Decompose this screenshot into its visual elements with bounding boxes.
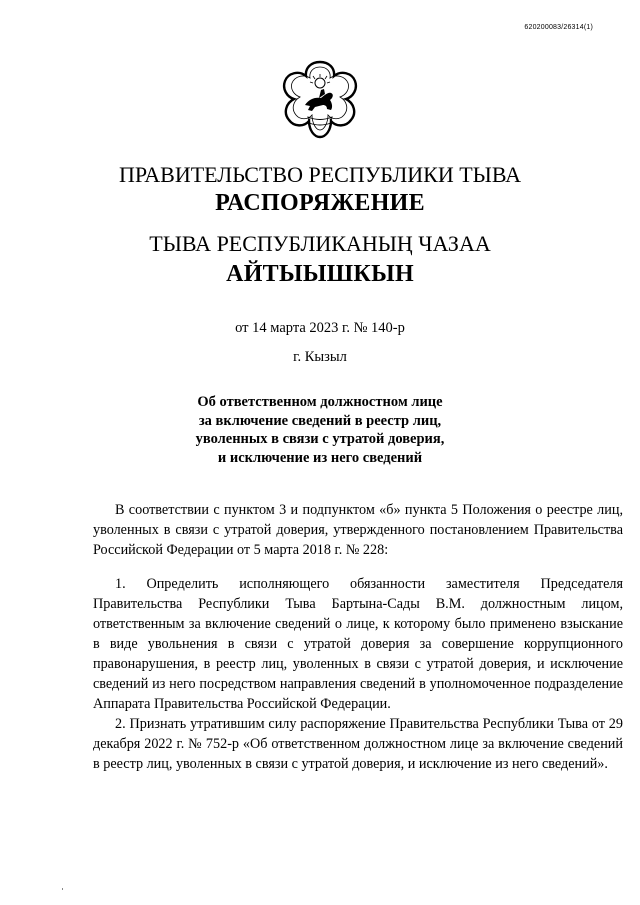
- scan-mark: [62, 888, 63, 890]
- preamble-paragraph: В соответствии с пунктом 3 и подпунктом «б» пункта 5 Положения о реестре лиц, уволенных в связи с утратой доверия, утвержденного постановлением Правительства Российской Федерации от 5 марта 2018 г. № 228:: [93, 502, 623, 558]
- document-date-number: от 14 марта 2023 г. № 140-р: [235, 320, 405, 336]
- title-line: Об ответственном должностном лице: [197, 394, 443, 410]
- title-line: и исключение из него сведений: [217, 449, 423, 466]
- org-name-ru: ПРАВИТЕЛЬСТВО РЕСПУБЛИКИ ТЫВА: [118, 162, 522, 187]
- title-line: уволенных в связи с утратой доверия,: [195, 431, 445, 447]
- document-type-tyv: АЙТЫЫШКЫН: [226, 261, 414, 287]
- title-line: за включение сведений в реестр лиц,: [198, 412, 442, 429]
- tuva-coat-of-arms-icon: [279, 59, 361, 141]
- clause-2-paragraph: 2. Признать утратившим силу распоряжение Правительства Республики Тыва от 29 декабря 2022 г. № 752-р «Об ответственном должностном лице за включение сведений в реестр лиц, уволенных в связи с утратой доверия, и исключение из него сведений».: [93, 716, 623, 772]
- document-city: г. Кызыл: [293, 349, 347, 365]
- clause-1-paragraph: 1. Определить исполняющего обязанности заместителя Председателя Правительства Республики Тыва Бартына-Сады В.М. должностным лицом, ответственным за включение сведений о лице, к которому было применено взыскание в виде увольнения в связи с утратой доверия за совершение коррупционного правонарушения, в реестр лиц, уволенных в связи с утратой доверия, и исключение сведений из него посредством направления сведений в уполномоченное подразделение Аппарата Правительства Российской Федерации.: [93, 576, 623, 712]
- org-name-tyv: ТЫВА РЕСПУБЛИКАНЫҢ ЧАЗАА: [149, 231, 491, 256]
- document-id: 620200083/26314(1): [524, 24, 593, 31]
- document-type-ru: РАСПОРЯЖЕНИЕ: [215, 190, 425, 216]
- document-title: [0, 393, 640, 467]
